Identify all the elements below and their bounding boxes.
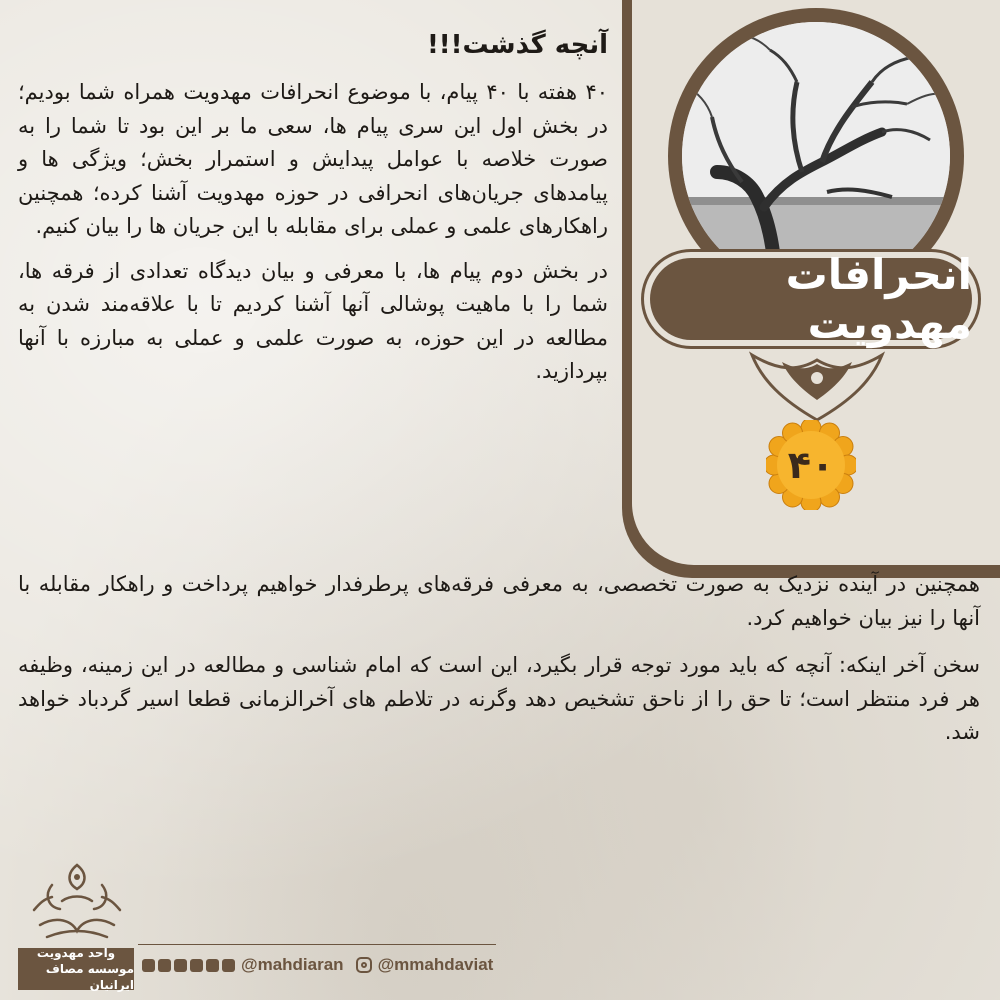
series-title-banner — [650, 250, 972, 348]
heading: آنچه گذشت!!! — [426, 30, 608, 60]
logo-line-2: موسسه مصاف ایرانیان — [45, 962, 134, 992]
episode-number: ۴۰ — [787, 443, 835, 487]
lower-text-block — [18, 568, 980, 764]
footer-divider — [138, 944, 496, 945]
mahdiaran-logo — [22, 855, 132, 945]
channel-icons — [142, 959, 235, 972]
series-title: انحرافات مهدویت — [785, 250, 972, 348]
instagram-handle[interactable]: @mmahdaviat — [377, 955, 494, 974]
paragraph-3: همچنین در آینده نزدیک به صورت تخصصی، به معرفی فرقه‌های پرطرفدار خواهیم پرداخت و راهکار مقابله با آنها را نیز بیان خواهیم کرد. — [18, 572, 980, 630]
channels-handle[interactable]: @mahdiaran — [241, 955, 344, 974]
paragraph-1: ۴۰ هفته با ۴۰ پیام، با موضوع انحرافات مهدویت همراه شما بودیم؛ در بخش اول این سری پیام ها، سعی ما بر این بود تا شما را به صورت خلاصه با عوامل پیدایش و استمرار بخش؛ ویژگی ها و پیامدهای جریان‌های انحرافی در حوزه مهدویت آشنا کرده؛ همچنین راهکارهای علمی و عملی برای مقابله با این جریان ها را بیان کنیم. — [18, 80, 608, 238]
paragraph-2: در بخش دوم پیام ها، با معرفی و بیان دیدگاه تعدادی از فرقه ها، شما را با ماهیت پوشالی آنها آشنا کردیم تا با علاقه‌مند شدن به مطالعه در این حوزه، به صورت علمی و عملی به مبارزه با آنها بپردازید. — [18, 258, 608, 383]
instagram-icon[interactable] — [356, 957, 372, 973]
telegram-icon[interactable] — [142, 959, 155, 972]
igap-icon[interactable] — [222, 959, 235, 972]
gap-icon[interactable] — [190, 959, 203, 972]
bale-icon[interactable] — [206, 959, 219, 972]
main-text-block — [18, 28, 608, 400]
logo-caption — [18, 948, 134, 990]
eitaa-icon[interactable] — [158, 959, 171, 972]
soroush-icon[interactable] — [174, 959, 187, 972]
social-handles — [142, 950, 498, 980]
logo-line-1: واحد مهدویت — [36, 946, 116, 960]
paragraph-4: سخن آخر اینکه: آنچه که باید مورد توجه قرار بگیرد، این است که امام شناسی و مطالعه در این زمینه، وظیفه هر فرد منتظر است؛ تا حق را از ناحق تشخیص دهد وگرنه در تلاطم های آخرالزمانی قطعا اسیر گردباد خواهد شد. — [18, 653, 980, 744]
